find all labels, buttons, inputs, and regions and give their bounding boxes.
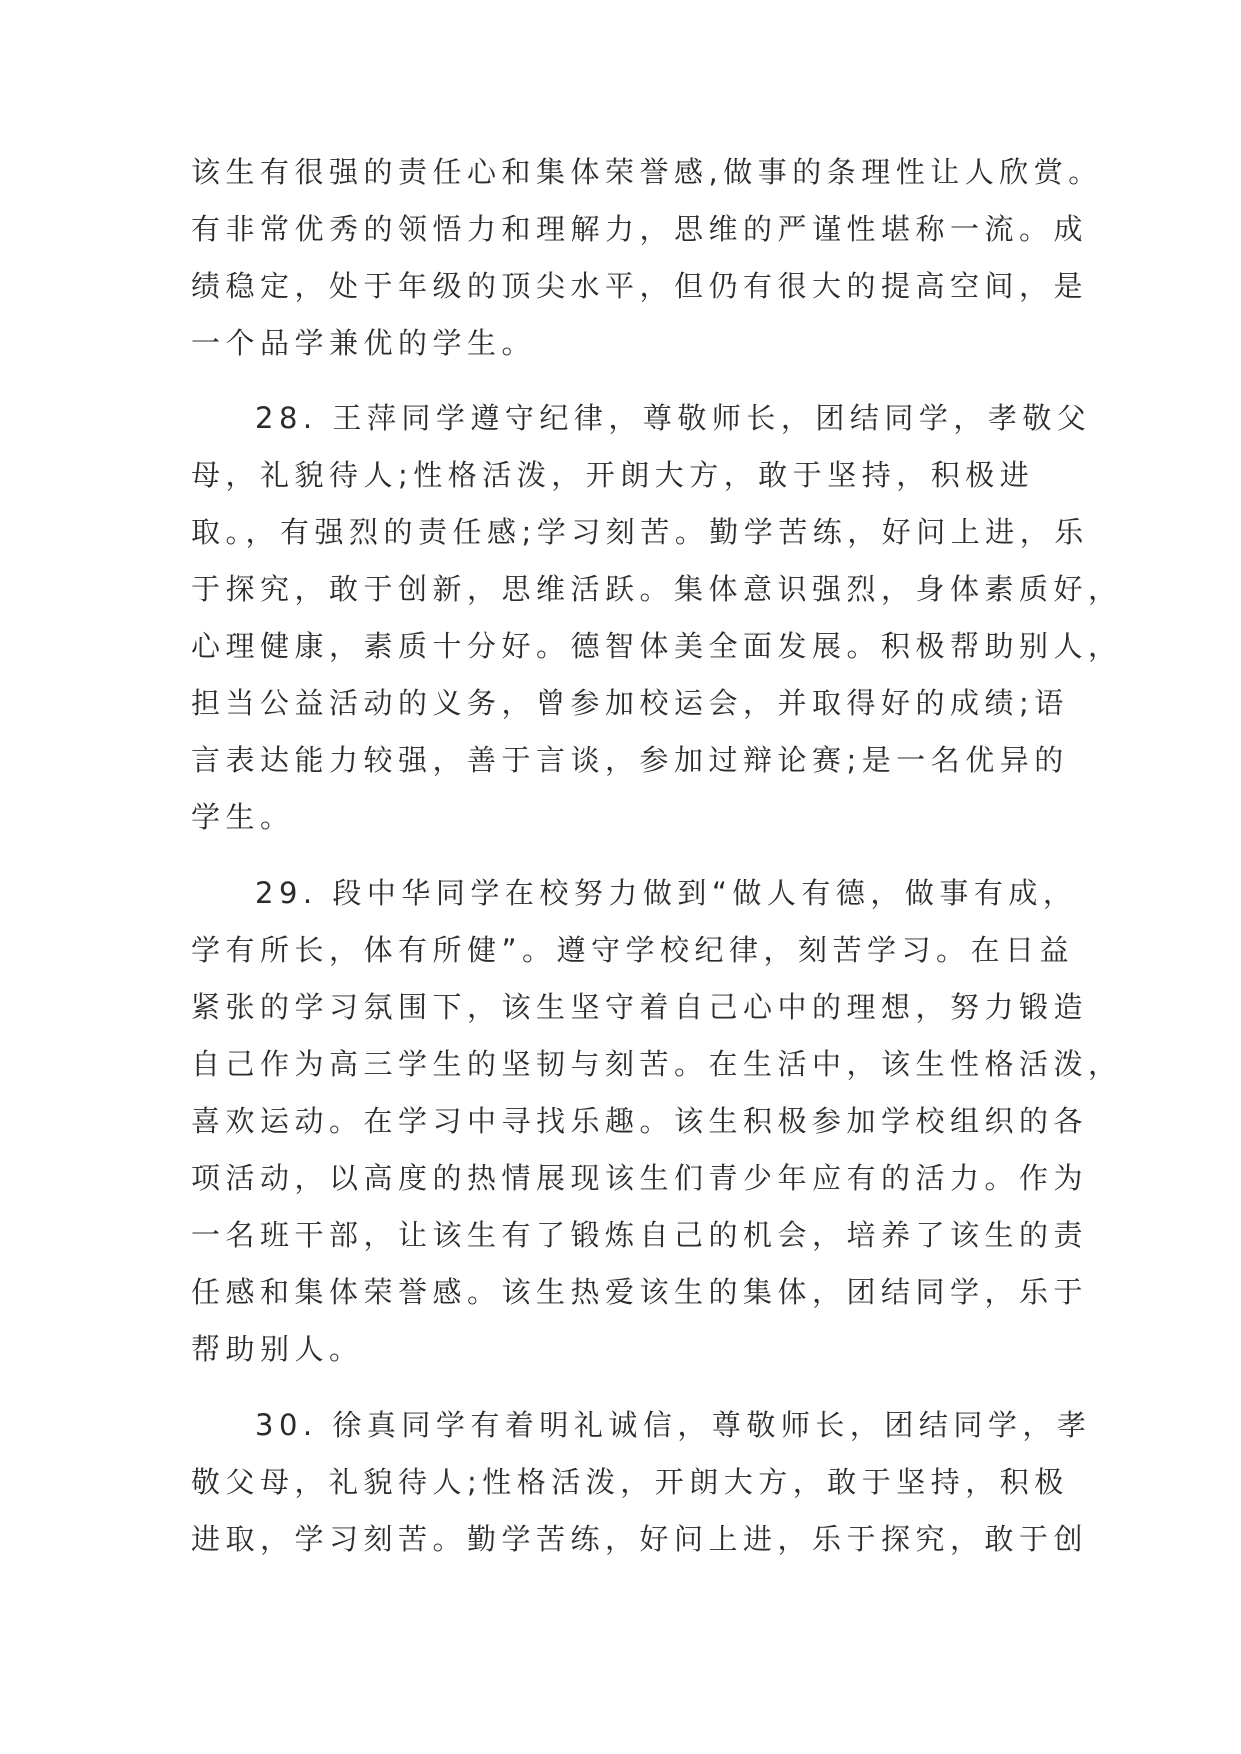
- text-line-21: 帮助别人。: [191, 1332, 364, 1366]
- text-line-20: 任感和集体荣誉感。该生热爱该生的集体，团结同学，乐于: [191, 1275, 1089, 1309]
- text-line-2: 有非常优秀的领悟力和理解力，思维的严谨性堪称一流。成: [191, 212, 1089, 246]
- item-30-first-line: 30. 徐真同学有着明礼诚信，尊敬师长，团结同学，孝: [255, 1408, 1092, 1442]
- text-line-24: 进取，学习刻苦。勤学苦练，好问上进，乐于探究，敢于创: [191, 1522, 1089, 1556]
- item-28-first-line: 28. 王萍同学遵守纪律，尊敬师长，团结同学，孝敬父: [255, 401, 1092, 435]
- text-line-18: 项活动，以高度的热情展现该生们青少年应有的活力。作为: [191, 1161, 1089, 1195]
- text-line-11: 言表达能力较强，善于言谈，参加过辩论赛;是一名优异的: [191, 743, 1069, 777]
- text-line-10: 担当公益活动的义务，曾参加校运会，并取得好的成绩;语: [191, 686, 1069, 720]
- text-line-17: 喜欢运动。在学习中寻找乐趣。该生积极参加学校组织的各: [191, 1104, 1089, 1138]
- text-line-1: 该生有很强的责任心和集体荣誉感,做事的条理性让人欣赏。: [191, 155, 1103, 189]
- text-line-16: 自己作为高三学生的坚韧与刻苦。在生活中，该生性格活泼，: [191, 1047, 1123, 1081]
- text-line-14: 学有所长，体有所健”。遵守学校纪律，刻苦学习。在日益: [191, 933, 1075, 967]
- text-line-9: 心理健康，素质十分好。德智体美全面发展。积极帮助别人，: [191, 629, 1123, 663]
- text-line-15: 紧张的学习氛围下，该生坚守着自己心中的理想，努力锻造: [191, 990, 1089, 1024]
- text-line-12: 学生。: [191, 800, 295, 834]
- text-line-8: 于探究，敢于创新，思维活跃。集体意识强烈，身体素质好，: [191, 572, 1123, 606]
- text-line-23: 敬父母，礼貌待人;性格活泼，开朗大方，敢于坚持，积极: [191, 1465, 1069, 1499]
- text-line-19: 一名班干部，让该生有了锻炼自己的机会，培养了该生的责: [191, 1218, 1089, 1252]
- text-line-6: 母，礼貌待人;性格活泼，开朗大方，敢于坚持，积极进: [191, 458, 1035, 492]
- text-line-7: 取。，有强烈的责任感;学习刻苦。勤学苦练，好问上进，乐: [191, 515, 1089, 549]
- text-line-3: 绩稳定，处于年级的顶尖水平，但仍有很大的提高空间，是: [191, 269, 1089, 303]
- text-line-4: 一个品学兼优的学生。: [191, 326, 537, 360]
- item-29-first-line: 29. 段中华同学在校努力做到“做人有德，做事有成，: [255, 876, 1078, 910]
